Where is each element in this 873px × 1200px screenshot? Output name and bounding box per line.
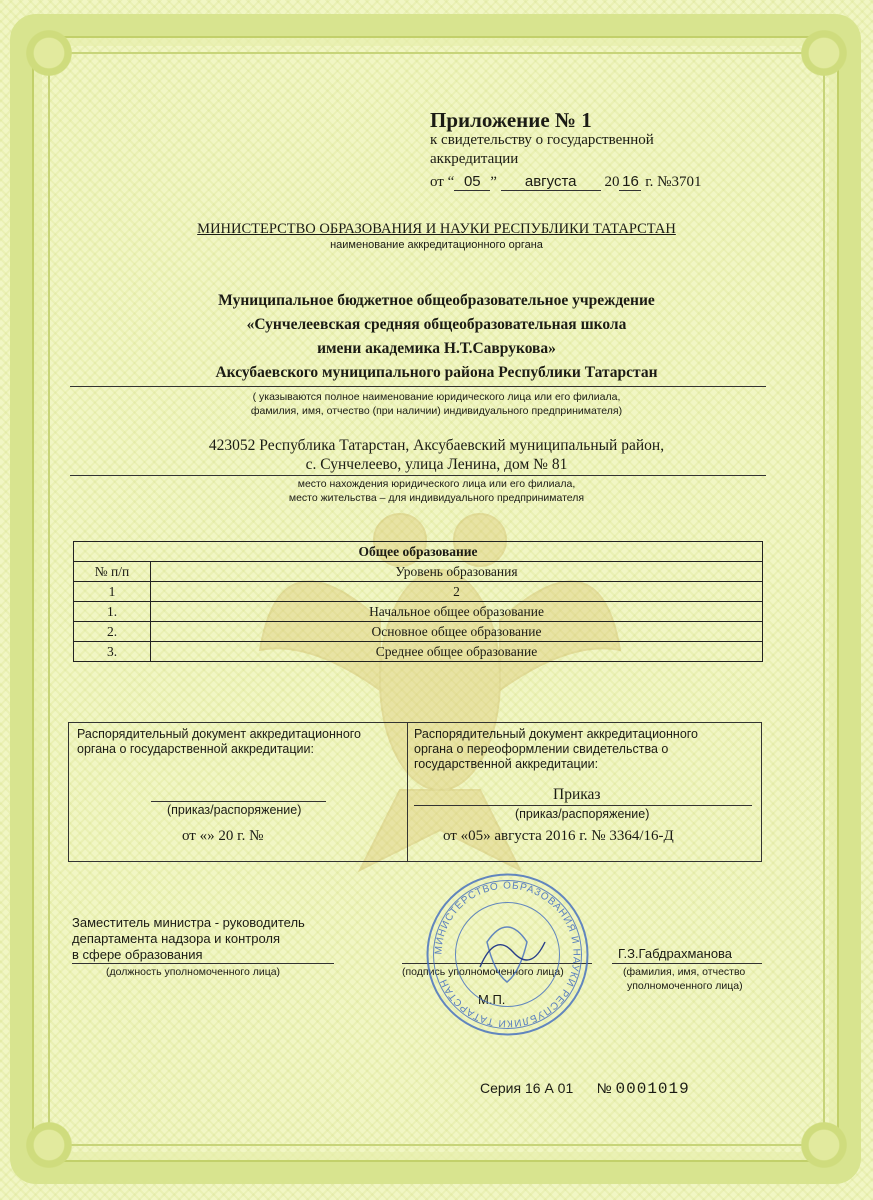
appendix-title: Приложение № 1 [430,108,592,132]
signer-name: Г.З.Габдрахманова [618,946,733,961]
name-underline [612,963,762,964]
date-day: 05 [454,173,490,191]
row-level: Среднее общее образование [151,642,763,662]
position-underline [72,963,334,964]
series-value: 16 А 01 [524,1080,574,1096]
quote-close: ” [490,174,497,190]
signer-position-line2: департамента надзора и контроля [72,931,281,946]
official-seal-stamp [425,872,590,1037]
appendix-date [430,173,701,191]
row-level: Основное общее образование [151,622,763,642]
ministry-caption: наименование аккредитационного органа [330,239,543,251]
corner-ornament [789,18,859,88]
position-caption: (должность уполномоченного лица) [106,966,281,978]
table-index-row [74,582,763,602]
name-caption1: (фамилия, имя, отчество [623,966,746,978]
organization-line4: Аксубаевского муниципального района Республики Татарстан [215,364,658,381]
table-row [74,642,763,662]
address-line2: с. Сунчелеево, улица Ленина, дом № 81 [305,456,568,473]
quote-open: “ [447,174,455,190]
left-doc-type-line [151,801,326,802]
ministry-name: МИНИСТЕРСТВО ОБРАЗОВАНИЯ И НАУКИ РЕСПУБЛИКИ ТАТАРСТАН [197,221,676,237]
left-doc-caption: (приказ/распоряжение) [167,803,302,817]
row-number: 1. [74,602,151,622]
column-index-2: 2 [151,582,763,602]
corner-ornament [14,1110,84,1180]
signature-caption: (подпись уполномоченного лица) [402,966,564,978]
organization-line2: «Сунчелеевская средняя общеобразовательная школа [246,316,627,333]
documents-block [68,722,762,862]
table-header-row [74,562,763,582]
name-caption2: уполномоченного лица) [627,980,743,992]
right-doc-title1: Распорядительный документ аккредитационного [414,727,699,741]
left-doc-title2: органа о государственной аккредитации: [77,742,314,756]
appendix-subtitle-line1: к свидетельству о государственной [430,132,654,148]
series-label: Серия [480,1080,522,1096]
organization-underline [70,386,766,387]
right-doc-type-line [414,805,752,806]
right-doc-caption: (приказ/распоряжение) [515,807,650,821]
left-doc-title1: Распорядительный документ аккредитационного [77,727,362,741]
address-underline [70,475,766,476]
table-row [74,622,763,642]
column-header-level: Уровень образования [151,562,763,582]
right-doc-date: от «05» августа 2016 г. № 3364/16-Д [443,828,674,844]
organization-line1: Муниципальное бюджетное общеобразовательное учреждение [218,292,655,309]
form-number-label: № [596,1080,612,1096]
address-caption1: место нахождения юридического лица или его филиала, [297,478,576,490]
right-doc-title3: государственной аккредитации: [414,757,599,771]
date-year-prefix: 20 [604,174,620,190]
table-title: Общее образование [74,542,763,562]
corner-ornament [14,18,84,88]
signer-position-line3: в сфере образования [72,947,203,962]
date-month: августа [501,173,601,191]
address-line1: 423052 Республика Татарстан, Аксубаевский муниципальный район, [208,437,665,454]
row-level: Начальное общее образование [151,602,763,622]
column-index-1: 1 [74,582,151,602]
series-number [480,1080,690,1098]
table-row [74,602,763,622]
certificate-number: 3701 [671,174,702,190]
column-header-number: № п/п [74,562,151,582]
left-doc-date: от «» 20 г. № [182,828,264,844]
appendix-subtitle-line2: аккредитации [430,151,519,167]
right-doc-title2: органа о переоформлении свидетельства о [414,742,669,756]
date-year-suffix: 16 [619,173,641,191]
form-number: 0001019 [615,1080,690,1098]
row-number: 3. [74,642,151,662]
organization-line3: имени академика Н.Т.Саврукова» [317,340,556,357]
documents-divider [407,723,408,861]
corner-ornament [789,1110,859,1180]
year-label: г. [645,174,654,190]
address-caption2: место жительства – для индивидуального предпринимателя [288,492,585,504]
date-prefix: от [430,174,444,190]
seal-placeholder: М.П. [478,992,506,1007]
organization-caption1: ( указываются полное наименование юридического лица или его филиала, [252,391,621,403]
right-doc-type: Приказ [553,786,601,803]
organization-caption2: фамилия, имя, отчество (при наличии) индивидуального предпринимателя) [250,405,623,417]
number-label: № [657,174,672,190]
education-levels-table [73,541,763,662]
signer-position-line1: Заместитель министра - руководитель [72,915,305,930]
seal-text: МИНИСТЕРСТВО ОБРАЗОВАНИЯ И НАУКИ РЕСПУБЛИКИ ТАТАРСТАН [433,880,582,1029]
table-title-row [74,542,763,562]
row-number: 2. [74,622,151,642]
